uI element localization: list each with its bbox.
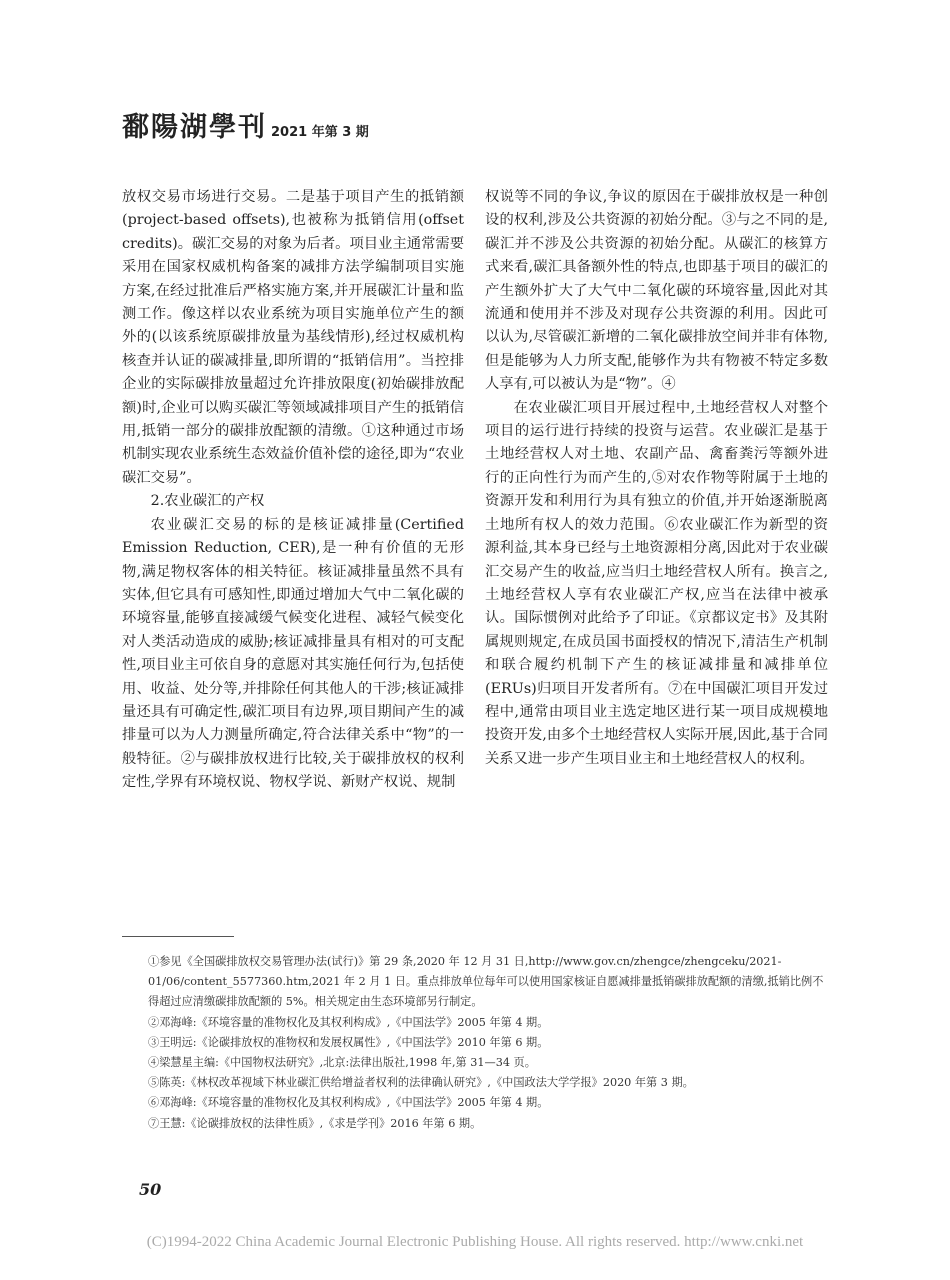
paragraph: 农业碳汇交易的标的是核证减排量(Certified Emission Reduction, CER),是一种有价值的无形物,满足物权客体的相关特征。核证减排量虽然不具有实体,但它具有可感知性,即通过增加大气中二氧化碳的环境容量,能够直接减缓气候变化进程、减轻气候变化对人类活动造成的威胁;核证减排量具有相对的可支配性,项目业主可依自身的意愿对其实施任何行为,包括使用、收益、处分等,并排除任何其他人的干涉;核证减排量还具有可确定性,碳汇项目有边界,项目期间产生的减排量可以为人力测量所确定,符合法律关系中“物”的一般特征。②与碳排放权进行比较,关于碳排放权的权利定性,学界有环境权说、物权学说、新财产权说、规制	[122, 516, 464, 791]
footnote: ②邓海峰:《环境容量的准物权化及其权利构成》,《中国法学》2005 年第 4 期。	[148, 1015, 549, 1029]
footnotes	[148, 952, 828, 1134]
footnote: ④梁慧星主编:《中国物权法研究》,北京:法律出版社,1998 年,第 31—34 页。	[148, 1056, 536, 1070]
running-header	[122, 105, 369, 144]
footnote-divider	[122, 936, 234, 937]
left-column	[122, 186, 464, 795]
paragraph: 权说等不同的争议,争议的原因在于碳排放权是一种创设的权利,涉及公共资源的初始分配。③与之不同的是,碳汇并不涉及公共资源的初始分配。从碳汇的核算方式来看,碳汇具备额外性的特点,也即基于项目的碳汇的产生额外扩大了大气中二氧化碳的环境容量,因此对其流通和使用并不涉及对现存公共资源的利用。因此可以认为,尽管碳汇新增的二氧化碳排放空间并非有体物,但是能够为人力所支配,能够作为共有物被不特定多数人享有,可以被认为是“物”。④	[485, 189, 828, 393]
paragraph: 在农业碳汇项目开展过程中,土地经营权人对整个项目的运行进行持续的投资与运营。农业碳汇是基于土地经营权人对土地、农副产品、禽畜粪污等额外进行的正向性行为而产生的,⑤对农作物等附属于土地的资源开发和利用行为具有独立的价值,并开始逐渐脱离土地所有权人的效力范围。⑥农业碳汇作为新型的资源利益,其本身已经与土地资源相分离,因此对于农业碳汇交易产生的收益,应当归土地经营权人所有。换言之,土地经营权人享有农业碳汇产权,应当在法律中被承认。国际惯例对此给予了印证。《京都议定书》及其附属规则规定,在成员国书面授权的情况下,清洁生产机制和联合履约机制下产生的核证减排量和减排单位(ERUs)归项目开发者所有。⑦在中国碳汇项目开发过程中,通常由项目业主选定地区进行某一项目成规模地投资开发,由多个土地经营权人实际开展,因此,基于合同关系又进一步产生项目业主和土地经营权人的权利。	[485, 399, 828, 767]
copyright-notice: (C)1994-2022 China Academic Journal Electronic Publishing House. All rights reserved. http://www.cnki.net	[146, 1234, 804, 1250]
paragraph: 放权交易市场进行交易。二是基于项目产生的抵销额(project-based offsets),也被称为抵销信用(offset credits)。碳汇交易的对象为后者。项目业主通常需要采用在国家权威机构备案的减排方法学编制项目实施方案,在经过批准后严格实施方案,并开展碳汇计量和监测工作。像这样以农业系统为项目实施单位产生的额外的(以该系统原碳排放量为基线情形),经过权威机构核查并认证的碳减排量,即所谓的“抵销信用”。当控排企业的实际碳排放量超过允许排放限度(初始碳排放配额)时,企业可以购买碳汇等领域减排项目产生的抵销信用,抵销一部分的碳排放配额的清缴。①这种通过市场机制实现农业系统生态效益价值补偿的途径,即为“农业碳汇交易”。	[122, 189, 464, 486]
page-number: 50	[139, 1180, 162, 1199]
footnote: ③王明远:《论碳排放权的准物权和发展权属性》,《中国法学》2010 年第 6 期。	[148, 1035, 549, 1049]
footnote: ⑤陈英:《林权改革视域下林业碳汇供给增益者权利的法律确认研究》,《中国政法大学学报》2020 年第 3 期。	[148, 1076, 694, 1090]
section-heading: 2.农业碳汇的产权	[150, 493, 265, 510]
right-column	[485, 186, 828, 771]
journal-title: 鄱陽湖學刊	[122, 112, 267, 143]
footnote: ⑥邓海峰:《环境容量的准物权化及其权利构成》,《中国法学》2005 年第 4 期。	[148, 1096, 549, 1110]
issue-number: 2021 年第 3 期	[271, 125, 369, 140]
footnote: ①参见《全国碳排放权交易管理办法(试行)》第 29 条,2020 年 12 月 31 日,http://www.gov.cn/zhengce/zhengceku/2021-01/06/content_5577360.htm,2021 年 2 月 1 日。重点排放单位每年可以使用国家核证自愿减排量抵销碳排放配额的清缴,抵销比例不得超过应清缴碳排放配额的 5%。相关规定由生态环境部另行制定。	[148, 955, 824, 1009]
footnote: ⑦王慧:《论碳排放权的法律性质》,《求是学刊》2016 年第 6 期。	[148, 1116, 482, 1130]
